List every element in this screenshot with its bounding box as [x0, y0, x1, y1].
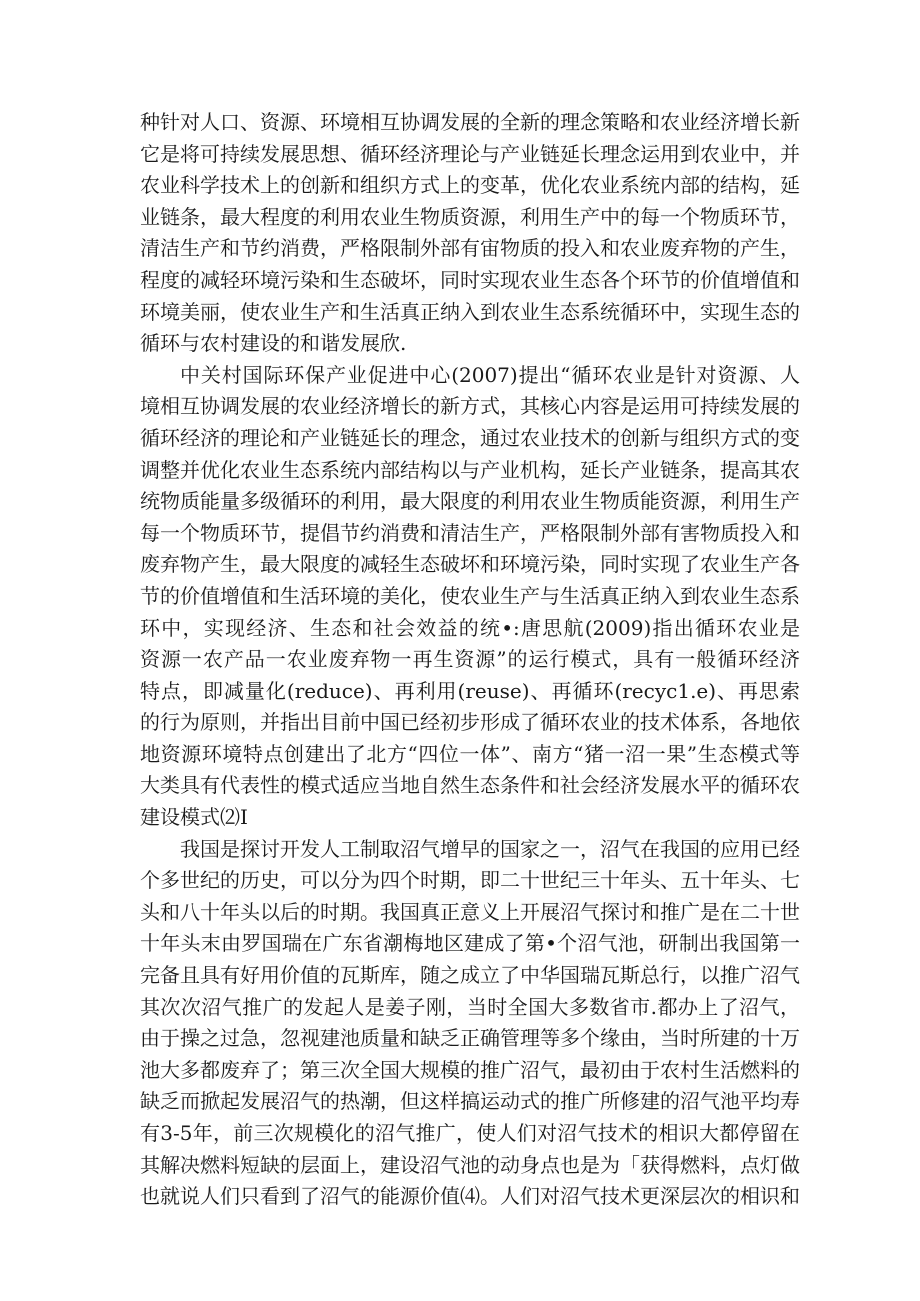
text-line: 地资源环境特点创建出了北方“四位一体”、南方“猪一沼一果”生态模式等 — [140, 741, 800, 766]
text-line: 调整并优化农业生态系统内部结构以与产业机构，延长产业链条，提高其农 — [140, 457, 800, 482]
text-line: 环境美丽，使农业生产和生活真正纳入到农业生态系统循环中，实现生态的 — [140, 299, 800, 324]
document-body — [140, 107, 800, 1213]
text-line: 的行为原则，并指出目前中国已经初步形成了循环农业的技术体系，各地依 — [140, 710, 800, 735]
text-line: 循环与农村建设的和谐发展欣. — [140, 331, 407, 356]
text-line: 完备且具有好用价值的瓦斯库，随之成立了中华国瑞瓦斯总行，以推广沼气 — [140, 963, 800, 988]
text-line: 资源一农产品一农业废弃物一再生资源”的运行模式，具有一般循环经济 — [140, 647, 800, 672]
text-line: 程度的减轻环境污染和生态破坏，同时实现农业生态各个环节的价值增值和 — [140, 267, 800, 292]
text-line: 头和八十年头以后的时期。我国真正意义上开展沼气探讨和推广是在二十世 — [140, 899, 800, 924]
paragraph-1 — [140, 107, 800, 360]
text-line: 农业科学技术上的创新和组织方式上的变革，优化农业系统内部的结构，延 — [140, 173, 800, 198]
text-line: 种针对人口、资源、环境相互协调发展的全新的理念策略和农业经济增长新 — [140, 110, 800, 134]
text-line: 池大多都废弃了；第三次全国大规模的推广沼气，最初由于农村生活燃料的 — [140, 1057, 800, 1082]
text-line: 我国是探讨开发人工制取沼气增早的国家之一，沼气在我国的应用已经 — [180, 836, 800, 861]
text-line: 它是将可持续发展思想、循环经济理论与产业链延长理念运用到农业中，并 — [140, 141, 800, 166]
text-line: 业链条，最大程度的利用农业生物质资源，利用生产中的每一个物质环节， — [140, 204, 800, 229]
text-line: 环中，实现经济、生态和社会效益的统•:唐思航(2009)指出循环农业是 — [140, 615, 800, 640]
text-line: 特点，即减量化(reduce)、再利用(reuse)、再循环(recyc1.e)、再思索 — [140, 678, 800, 703]
text-line: 十年头末由罗国瑞在广东省潮梅地区建成了第•个沼气池，研制出我国第一 — [140, 931, 800, 956]
text-line: 大类具有代表性的模式适应当地自然生态条件和社会经济发展水平的循环农 — [140, 773, 800, 798]
text-line: 统物质能量多级循环的利用，最大限度的利用农业生物质能资源，利用生产 — [140, 489, 800, 514]
text-line: 个多世纪的历史，可以分为四个时期，即二十世纪三十年头、五十年头、七 — [140, 868, 800, 893]
text-line: 建设模式⑵I — [140, 805, 248, 830]
paragraph-3 — [140, 834, 800, 1213]
text-line: 境相互协调发展的农业经济增长的新方式，其核心内容是运用可持续发展的 — [140, 394, 800, 419]
text-line: 由于操之过急，忽视建池质量和缺乏正确管理等多个缘由，当时所建的十万 — [140, 1026, 800, 1051]
paragraph-2 — [140, 360, 800, 834]
text-line: 循环经济的理论和产业链延长的理念，通过农业技术的创新与组织方式的变 — [140, 425, 800, 450]
text-line: 其解决燃料短缺的层面上，建设沼气池的动身点也是为「获得燃料，点灯做 — [140, 1152, 800, 1177]
text-line: 清洁生产和节约消费，严格限制外部有宙物质的投入和农业废弃物的产生， — [140, 236, 800, 261]
text-line: 也就说人们只看到了沼气的能源价值⑷。人们对沼气技术更深层次的相识和 — [140, 1184, 800, 1209]
text-line: 有3-5年，前三次规模化的沼气推广，使人们对沼气技术的相识大都停留在 — [140, 1121, 800, 1145]
text-line: 中关村国际环保产业促进中心(2007)提出“循环农业是针对资源、人 — [180, 362, 800, 387]
text-line: 每一个物质环节，提倡节约消费和清洁生产，严格限制外部有害物质投入和 — [140, 520, 800, 545]
text-line: 废弃物产生，最大限度的减轻生态破坏和环境污染，同时实现了农业生产各 — [140, 552, 800, 577]
text-line: 节的价值增值和生活环境的美化，使农业生产与生活真正纳入到农业生态系 — [140, 583, 800, 608]
text-line: 缺乏而掀起发展沼气的热潮，但这样搞运动式的推广所修建的沼气池平均寿 — [140, 1089, 800, 1114]
text-line: 其次次沼气推广的发起人是姜子刚，当时全国大多数省市.都办上了沼气， — [140, 994, 800, 1019]
